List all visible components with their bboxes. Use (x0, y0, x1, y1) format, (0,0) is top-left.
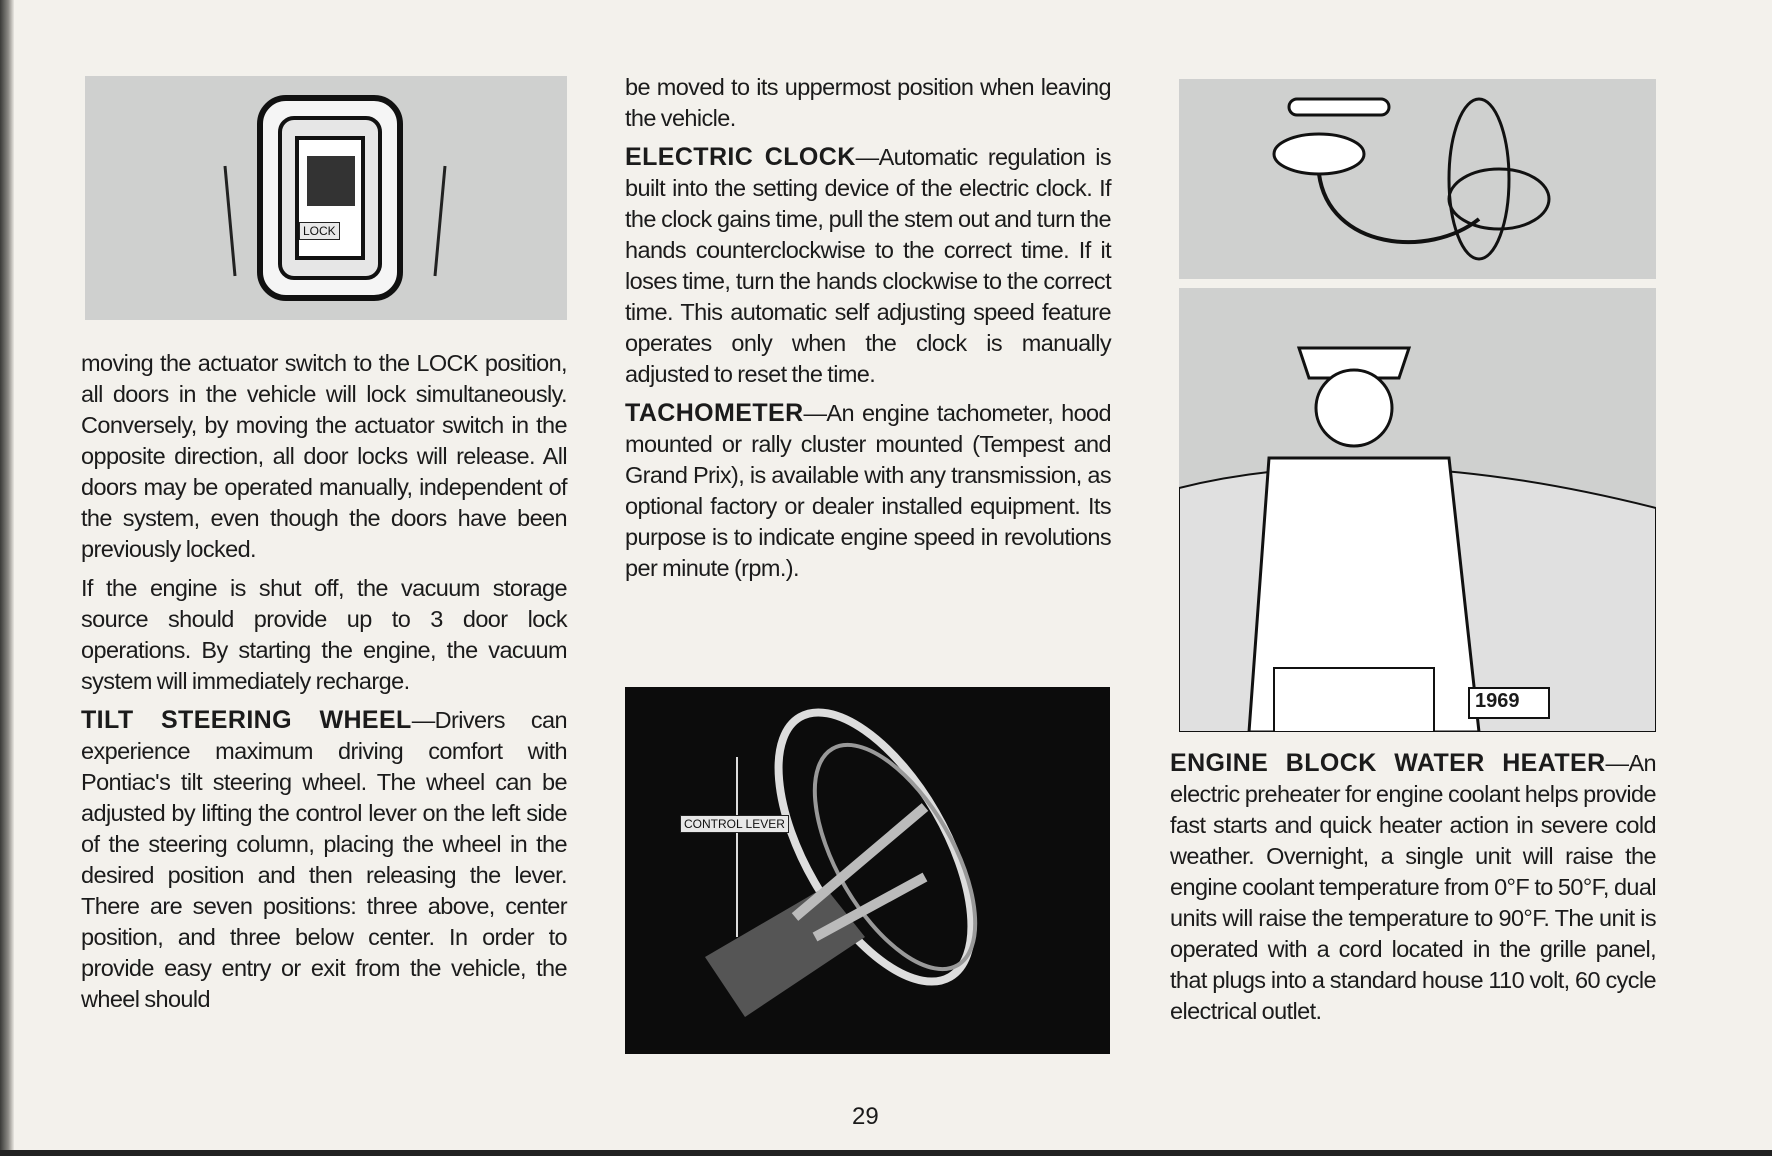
section-heading: ELECTRIC CLOCK (625, 143, 856, 171)
paragraph-tachometer (625, 398, 1111, 584)
door-lock-switch-illustration (85, 76, 567, 320)
paragraph-electric-clock (625, 142, 1111, 390)
page-binding-shadow (0, 0, 14, 1156)
paragraph-continued (625, 72, 1111, 134)
lock-label: LOCK (299, 222, 340, 240)
paragraph-text: —An electric preheater for engine coolant helps provide fast starts and quick heater action in severe cold weather. Overnight, a single unit will raise the engine coolant temperature from 0°F to 50°F, dual units will raise the temperature to 90°F. The unit is operated with a cord located in the grille panel, that plugs into a standard house 110 volt, 60 cycle electrical outlet. (1170, 750, 1656, 1024)
left-column-text (81, 348, 567, 1023)
paragraph-text: be moved to its uppermost position when leaving the vehicle. (625, 74, 1111, 131)
control-lever-label: CONTROL LEVER (680, 815, 789, 833)
heater-cord-illustration (1179, 79, 1656, 279)
paragraph-power-locks (81, 348, 567, 565)
paragraph-tilt-steering (81, 705, 567, 1015)
paragraph-text: moving the actuator switch to the LOCK position, all doors in the vehicle will lock simultaneously. Conversely, by moving the actuator switch in the opposite direction, all door locks will release. All doors may be operated manually, independent of the system, even though the doors have been previously locked. (81, 350, 567, 562)
right-column-text (1170, 748, 1656, 1035)
paragraph-vacuum-storage (81, 573, 567, 697)
section-heading: ENGINE BLOCK WATER HEATER (1170, 749, 1606, 777)
paragraph-text: —Drivers can experience maximum driving comfort with Pontiac's tilt steering wheel. The wheel can be adjusted by lifting the control lever on the left side of the steering column, placing the wheel in the desired position and then releasing the lever. There are seven positions: three above, center position, and three below center. In order to provide easy entry or exit from the vehicle, the wheel should (81, 707, 567, 1012)
man-plugging-heater-illustration (1179, 288, 1656, 732)
paragraph-text: —An engine tachometer, hood mounted or rally cluster mounted (Tempest and Grand Prix), is available with any transmission, as optional factory or dealer installed equipment. Its purpose is to indicate engine speed in revolutions per minute (rpm.). (625, 400, 1111, 581)
page-number: 29 (852, 1103, 879, 1130)
page-bottom-edge (0, 1150, 1772, 1156)
paragraph-text: —Automatic regulation is built into the setting device of the electric clock. If the clock gains time, pull the stem out and turn the hands counterclockwise to the correct time. If it loses time, turn the hands clockwise to the correct time. This automatic self adjusting speed feature operates only when the clock is manually adjusted to reset the time. (625, 144, 1111, 387)
section-heading: TILT STEERING WHEEL (81, 706, 412, 734)
tilt-steering-wheel-photo (625, 687, 1110, 1054)
paragraph-text: If the engine is shut off, the vacuum storage source should provide up to 3 door lock operations. By starting the engine, the vacuum system will immediately recharge. (81, 575, 567, 694)
license-plate-year: 1969 (1475, 690, 1520, 712)
middle-column-text (625, 72, 1111, 592)
section-heading: TACHOMETER (625, 399, 804, 427)
paragraph-engine-block-heater (1170, 748, 1656, 1027)
